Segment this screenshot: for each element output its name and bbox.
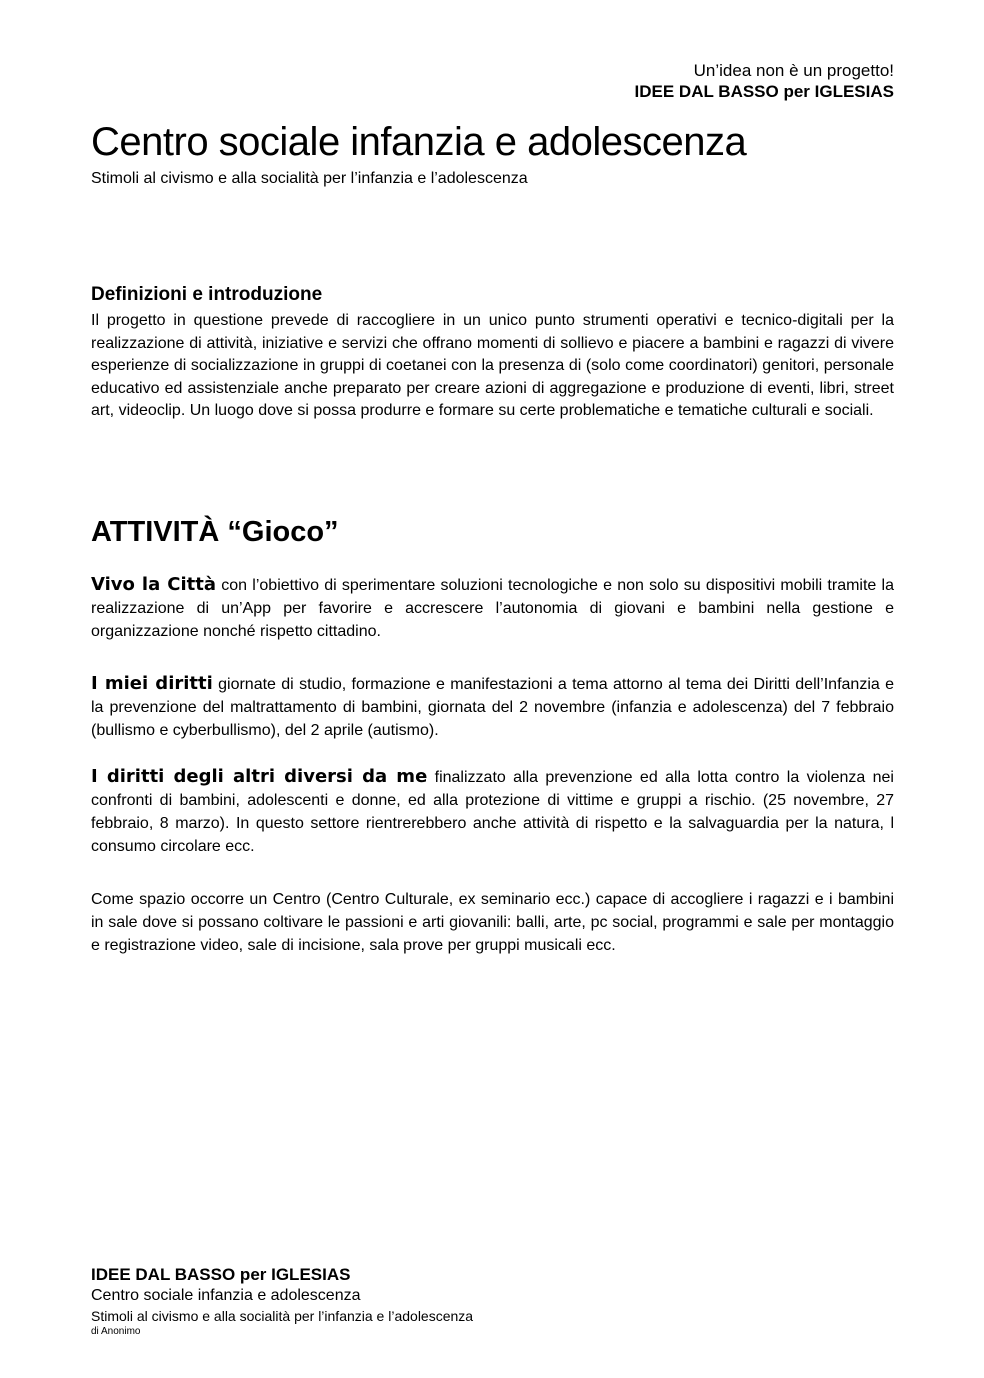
footer-brand: IDEE DAL BASSO per IGLESIAS [91, 1265, 351, 1284]
definitions-section [91, 283, 894, 423]
footer-author: di Anonimo [91, 1326, 141, 1337]
page-header [635, 60, 894, 102]
activity-item [91, 765, 894, 858]
activity-lead: I diritti degli altri diversi da me [91, 766, 428, 787]
page-title: Centro sociale infanzia e adolescenza [91, 120, 747, 164]
definitions-heading: Definizioni e introduzione [91, 284, 323, 305]
activities-heading: ATTIVITÀ “Gioco” [91, 516, 339, 548]
definitions-body: Il progetto in questione prevede di raccogliere in un unico punto strumenti operativi e tecnico-digitali per la realizzazione di attività, iniziative e servizi che offrano momenti di sollievo e piacere a bambini e ragazzi di vivere esperienze di socializzazione in gruppi di coetanei con la presenza di (solo come coordinatori) genitori, personale educativo ed assistenziale anche preparato per creare azioni di aggregazione e produzione di eventi, libri, street art, videoclip. Un luogo dove si possa produrre e formare su certe problematiche e tematiche culturali e sociali. [91, 312, 894, 420]
activity-text: giornate di studio, formazione e manifestazioni a tema attorno al tema dei Diritti dell’Infanzia e la prevenzione del maltrattamento di bambini, giornata del 2 novembre (infanzia e adolescenza) del 7 febbraio (bullismo e cyberbullismo), del 2 aprile (autismo). [91, 676, 895, 739]
activity-item [91, 573, 894, 643]
activity-lead: Vivo la Città [91, 574, 217, 595]
footer-subtitle: Stimoli al civismo e alla socialità per l’infanzia e l’adolescenza [91, 1308, 474, 1324]
activity-lead: I miei diritti [91, 673, 213, 694]
header-tagline: Un’idea non è un progetto! [693, 61, 894, 80]
activity-text: finalizzato alla prevenzione ed alla lotta contro la violenza nei confronti di bambini, adolescenti e donne, ed alla protezione di vittime e gruppi a rischio. (25 novembre, 27 febbraio, 8 marzo). In questo settore rientrerebbero anche attività di rispetto e la salvaguardia per la natura, l consumo circolare ecc. [91, 769, 894, 855]
activity-text: con l’obiettivo di sperimentare soluzioni tecnologiche e non solo su dispositivi mobili tramite la realizzazione di un’App per favorire e accrescere l’autonomia di giovani e bambini nella gestione e organizzazione nonché rispetto cittadino. [91, 577, 895, 640]
closing-paragraph: Come spazio occorre un Centro (Centro Culturale, ex seminario ecc.) capace di accogliere i ragazzi e i bambini in sale dove si possano coltivare le passioni e arti giovanili: balli, arte, pc social, programmi e sale per montaggio e registrazione video, sale di incisione, sala prove per gruppi musicali ecc. [91, 891, 894, 954]
activity-item [91, 672, 894, 742]
page-footer [91, 1264, 473, 1339]
footer-title: Centro sociale infanzia e adolescenza [91, 1287, 361, 1304]
header-brand: IDEE DAL BASSO per IGLESIAS [634, 82, 894, 101]
page-subtitle: Stimoli al civismo e alla socialità per l’infanzia e l’adolescenza [91, 170, 528, 187]
